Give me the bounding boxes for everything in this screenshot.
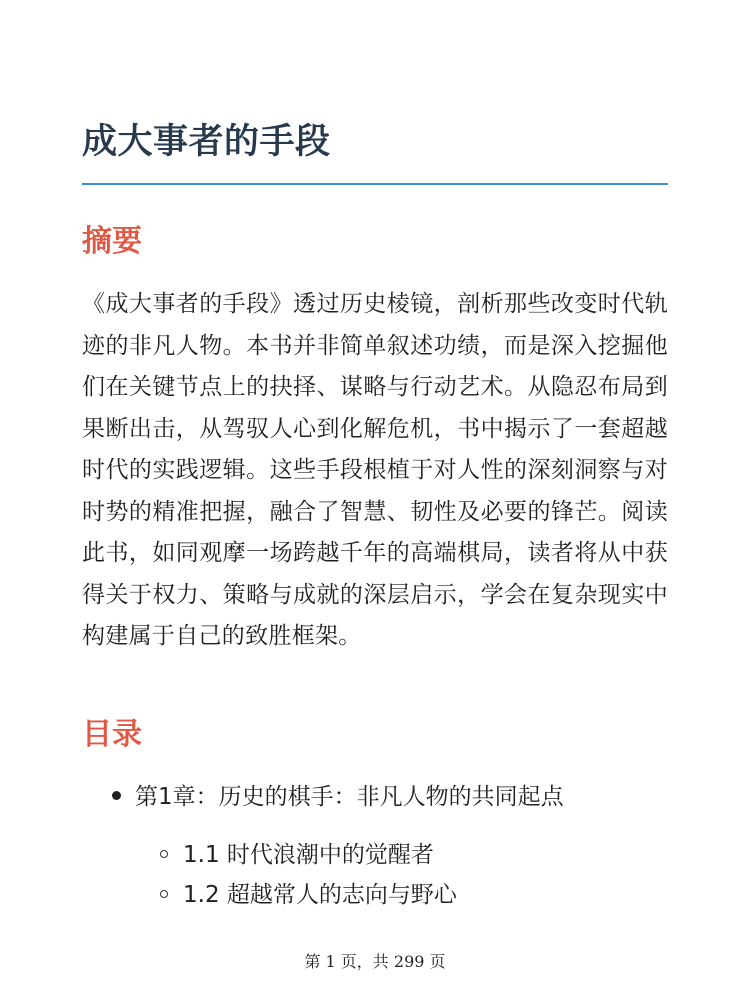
toc-chapter-label: 第1章：历史的棋手：非凡人物的共同起点 <box>135 784 564 810</box>
book-title: 成大事者的手段 <box>82 122 331 162</box>
toc-section-item <box>160 838 434 872</box>
toc-section-label: 1.1 时代浪潮中的觉醒者 <box>183 842 434 868</box>
toc-section-item <box>160 878 457 912</box>
hollow-bullet-icon <box>160 850 168 858</box>
page-number-footer: 第 1 页，共 299 页 <box>304 952 446 971</box>
toc-section-label: 1.2 超越常人的志向与野心 <box>183 882 457 908</box>
filled-bullet-icon <box>112 791 121 800</box>
summary-paragraph: 《成大事者的手段》透过历史棱镜，剖析那些改变时代轨迹的非凡人物。本书并非简单叙述功绩，而是深入挖掘他们在关键节点上的抉择、谋略与行动艺术。从隐忍布局到果断出击，从驾驭人心到化解危机，书中揭示了一套超越时代的实践逻辑。这些手段根植于对人性的深刻洞察与对时势的精准把握，融合了智慧、韧性及必要的锋芒。阅读此书，如同观摩一场跨越千年的高端棋局，读者将从中获得关于权力、策略与成就的深层启示，学会在复杂现实中构建属于自己的致胜框架。 <box>82 291 668 649</box>
hollow-bullet-icon <box>160 890 168 898</box>
table-of-contents-heading: 目录 <box>82 717 142 752</box>
toc-chapter-item <box>112 780 564 814</box>
summary-heading: 摘要 <box>82 224 142 259</box>
